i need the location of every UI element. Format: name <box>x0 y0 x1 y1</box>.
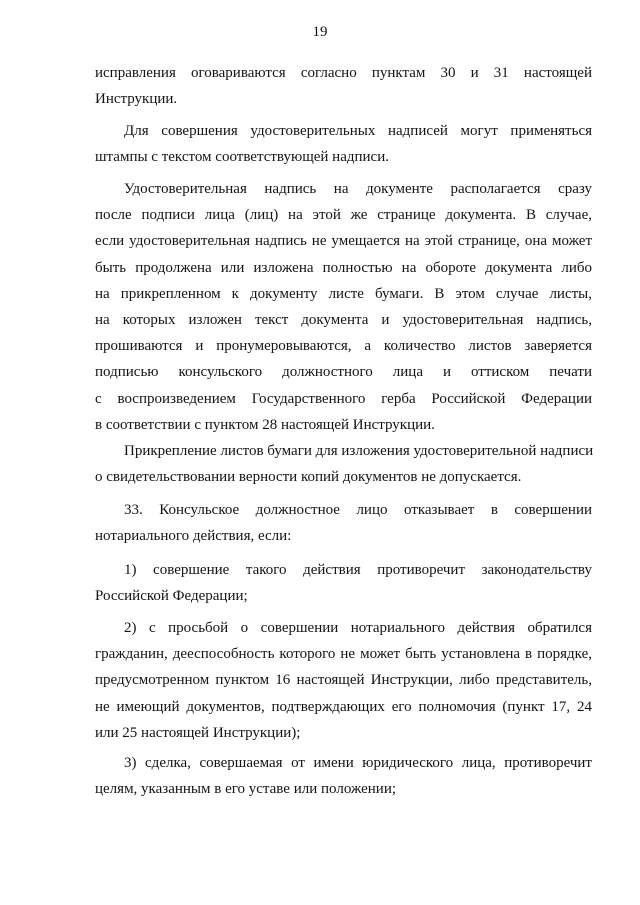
text-line: 33. Консульское должностное лицо отказывает в совершении <box>124 502 592 518</box>
text-line: штампы с текстом соответствующей надписи. <box>95 149 389 166</box>
paragraph <box>95 118 592 170</box>
text-line: целям, указанным в его уставе или положении; <box>95 781 397 798</box>
text-line: не имеющий документов, подтверждающих его полномочия (пункт 17, 24 <box>95 698 592 715</box>
text-line: 3) сделка, совершаемая от имени юридического лица, противоречит <box>124 755 592 771</box>
text-line: подписью консульского должностного лица и оттиском печати <box>95 364 592 381</box>
text-line: если удостоверительная надпись не умещается на этой странице, она может <box>95 233 592 250</box>
text-line: 2) с просьбой о совершении нотариального действия обратился <box>124 620 592 636</box>
text-line: с воспроизведением Государственного герба Российской Федерации <box>95 390 592 407</box>
paragraph <box>95 176 592 438</box>
paragraph <box>95 750 592 802</box>
paragraph <box>95 60 592 112</box>
text-line: Инструкции. <box>95 91 178 108</box>
text-line: нотариального действия, если: <box>95 528 292 545</box>
paragraph <box>95 615 592 746</box>
text-line: после подписи лица (лиц) на этой же странице документа. В случае, <box>95 207 592 224</box>
text-line: Российской Федерации; <box>95 588 248 605</box>
text-line: Удостоверительная надпись на документе располагается сразу <box>124 181 592 197</box>
page-number: 19 <box>312 24 328 40</box>
text-line: Для совершения удостоверительных надписей могут применяться <box>124 123 592 139</box>
text-line: в соответствии с пунктом 28 настоящей Инструкции. <box>95 416 435 433</box>
text-line: на прикрепленном к документу листе бумаги. В этом случае листы, <box>95 285 592 302</box>
paragraph <box>95 438 592 490</box>
text-line: или 25 настоящей Инструкции); <box>95 724 301 741</box>
text-line: о свидетельствовании верности копий документов не допускается. <box>95 469 522 486</box>
text-line: предусмотренном пунктом 16 настоящей Инструкции, либо представитель, <box>95 672 592 689</box>
text-line: быть продолжена или изложена полностью на обороте документа либо <box>95 259 592 276</box>
text-line: гражданин, дееспособность которого не может быть установлена в порядке, <box>95 646 592 663</box>
paragraph <box>95 557 592 609</box>
text-line: на которых изложен текст документа и удостоверительная надпись, <box>95 311 592 328</box>
text-line: 1) совершение такого действия противоречит законодательству <box>124 562 592 578</box>
text-line: исправления оговариваются согласно пунктам 30 и 31 настоящей <box>95 65 592 81</box>
text-line: Прикрепление листов бумаги для изложения удостоверительной надписи <box>124 443 594 459</box>
text-line: прошиваются и пронумеровываются, а количество листов заверяется <box>95 338 592 355</box>
paragraph <box>95 497 592 549</box>
